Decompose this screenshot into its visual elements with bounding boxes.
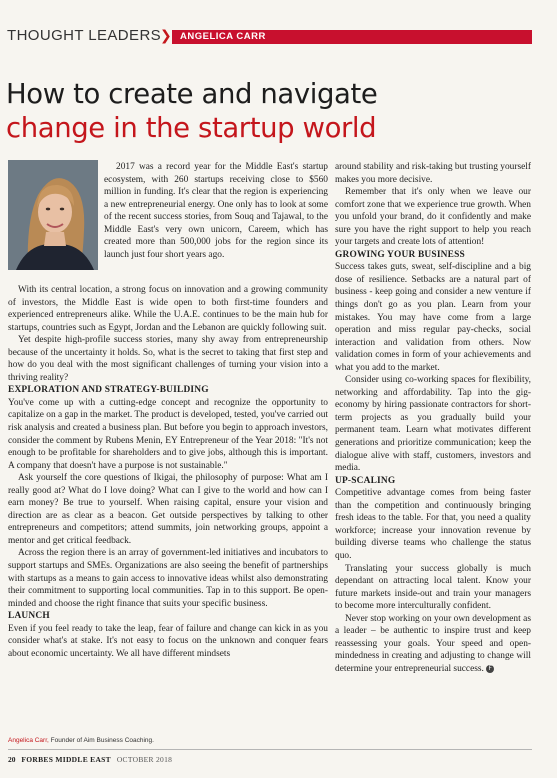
magazine-name: FORBES MIDDLE EAST [21,755,111,764]
chevron-right-icon: ❯ [160,28,172,44]
page-footer [8,755,172,764]
author-bio [8,737,154,744]
paragraph-success: Success takes guts, sweat, self-discipline and a big dose of resilience. Setbacks are a natural part of business - keep going and consider a new venture if things don't go as you plan. Learn from your mistakes. You may have come from a large operation and miss regular pay-checks, social interaction and validation from others. Now validation comes in form of your achievements and what you add to the market. [335,262,531,373]
left-column-intro [104,161,328,261]
section-label: THOUGHT LEADERS [7,27,162,44]
footer-divider [8,749,532,750]
heading-growing: GROWING YOUR BUSINESS [335,249,465,260]
paragraph-never-text: Never stop working on your own development as a leader – be authentic to inspire trust and keep reassessing your goals. Your speed and open-mindedness in creating and adjusting to change will determine your entrepreneurial success. [335,613,531,674]
issue-date: OCTOBER 2018 [116,755,173,764]
heading-launch: LAUNCH [8,611,50,622]
paragraph-coworking: Consider using co-working spaces for flexibility, networking and affordability. Tap into the gig-economy by hiring passionate contractors for short-term projects as you gradually build your permanent team. Learn what motivates different generations and prioritize communication; keep the dialogue alive with staff, customers, investors and media. [335,375,531,474]
paragraph-translating: Translating your success globally is much dependant on attracting local talent. Know your future markets inside-out and train your managers to become more interculturally confident. [335,563,531,612]
forbes-end-mark-icon: F [486,665,494,673]
paragraph-region: Across the region there is an array of government-led initiatives and incubators to support startups and SMEs. Organizations are also seeing the benefit of partnerships with startups as a means to gain access to innovative ideas whilst also demonstrating their commitment to supporting local communities. Tap in to this support. Be open-minded and choose the right finance that suits your specific business. [8,548,328,609]
page-number: 20 [8,755,16,764]
heading-upscaling: UP-SCALING [335,475,396,486]
paragraph-ikigai: Ask yourself the core questions of Ikigai, the philosophy of purpose: What am I really good at? What do I love doing? What can I give to the world and how can I earn money? Be true to yourself. When raising capital, ensure your vision and direction are as clear as a beacon. Get outside perspectives by talking to other entrepreneurs and competitors; attend summits, join networking groups, appoint a mentor and get critical feedback. [8,473,328,546]
article-title [6,77,546,145]
paragraph-launch: Even if you feel ready to take the leap, fear of failure and change can kick in as you consider what's at stake. It's not easy to focus on the unknown and conquer fears about economic uncertainty. We all have different mindsets [8,623,328,659]
paragraph-continued: around stability and risk-taking but trusting yourself makes you more decisive. [335,162,531,185]
author-portrait [8,160,98,270]
bio-role: Founder of Aim Business Coaching. [48,737,154,744]
paragraph-central: With its central location, a strong focus on innovation and a growing community of investors, the Middle East is wide open to both first-time founders and experienced entrepreneurs alike. While the U.A.E. continues to be the main hub for startups, countries such as Egypt, Jordan and the Lebanon are quickly following suit. [8,285,328,333]
paragraph-high-profile: Yet despite high-profile success stories, many shy away from entrepreneurship because of the uncertainty it holds. So, what is the secret to taking that first step and how do you deal with the most significant challenges of turning your vision into a thriving reality? [8,335,328,383]
bio-name: Angelica Carr, [8,737,49,744]
left-column-body [8,284,328,660]
paragraph-concept: You've come up with a cutting-edge concept and recognize the opportunity to capitalize on a gap in the market. The product is developed, tested, you've carried out risk analysis and created a business plan. But before you begin to approach investors, consider the comment by Rubens Menin, EY Entrepreneur of the Year 2018: "It's not enough to be profitable for shareholders and to give jobs, although this is important. A company that doesn't have a purpose is not sustainable." [8,397,328,471]
author-banner [172,30,532,44]
paragraph-never [335,613,531,676]
paragraph-remember: Remember that it's only when we leave our comfort zone that we experience true growth. When you unfold your brand, do it confidently and make sure you have the right support to help you reach your targets and create lots of attention! [335,187,531,248]
title-line-1: How to create and navigate [6,78,378,110]
author-name: ANGELICA CARR [180,31,266,42]
portrait-image [8,160,98,270]
paragraph-intro: 2017 was a record year for the Middle East's startup ecosystem, with 260 startups receiving close to $560 million in funding. It's clear that the region is experiencing a new entrepreneurial energy. One only has to look at some of the recent success stories, from Souq and Tajawal, to the Middle East's very own unicorn, Careem, which has created more than 500,000 jobs for the region since its launch just four short years ago. [104,162,328,260]
paragraph-competitive: Competitive advantage comes from being faster than the competition and continuously bringing fresh ideas to the table. For that, you need a quality workforce; increase your innovation revenue by building diverse teams who challenge the status quo. [335,488,531,561]
title-line-2: change in the startup world [6,112,377,144]
heading-exploration: EXPLORATION AND STRATEGY-BUILDING [8,385,209,396]
right-column [335,161,531,675]
